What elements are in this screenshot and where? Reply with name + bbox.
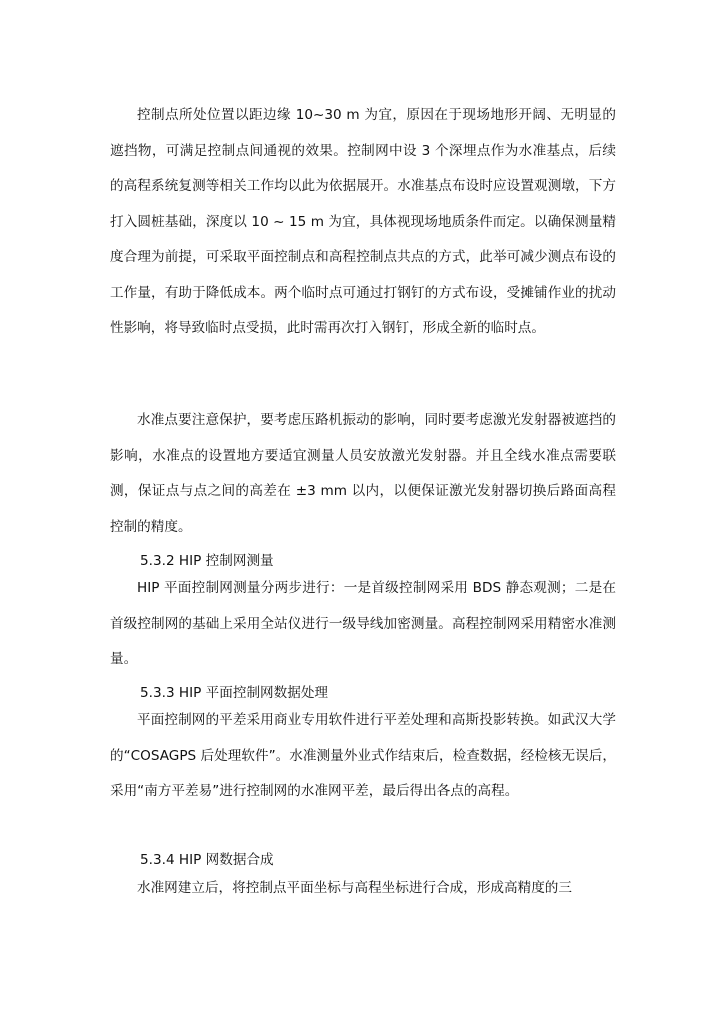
paragraph-benchmark-protection: 水准点要注意保护，要考虑压路机振动的影响，同时要考虑激光发射器被遮挡的影响，水准点的设置地方要适宜测量人员安放激光发射器。并且全线水准点需要联测，保证点与点之间的高差在 ±3 mm 以内，以便保证激光发射器切换后路面高程控制的精度。	[110, 412, 616, 535]
section-heading-5-3-3: 5.3.3 HIP 平面控制网数据处理	[140, 685, 329, 701]
section-heading-5-3-2: 5.3.2 HIP 控制网测量	[140, 553, 274, 569]
paragraph-control-point-placement: 控制点所处位置以距边缘 10~30 m 为宜，原因在于现场地形开阔、无明显的遮挡物，可满足控制点间通视的效果。控制网中设 3 个深埋点作为水准基点，后续的高程系统复测等相关工作均以此为依据展开。水准基点布设时应设置观测墩，下方打入圆桩基础，深度以 10 ~ 15 m 为宜，具体视现场地质条件而定。以确保测量精度合理为前提，可采取平面控制点和高程控制点共点的方式，此举可减少测点布设的工作量，有助于降低成本。两个临时点可通过打钢钉的方式布设，受摊铺作业的扰动性影响，将导致临时点受损，此时需再次打入钢钉，形成全新的临时点。	[110, 107, 616, 336]
paragraph-data-synthesis: 水准网建立后，将控制点平面坐标与高程坐标进行合成，形成高精度的三	[137, 880, 572, 896]
section-heading-5-3-4: 5.3.4 HIP 网数据合成	[140, 852, 274, 868]
paragraph-data-processing: 平面控制网的平差采用商业专用软件进行平差处理和高斯投影转换。如武汉大学的“COSAGPS 后处理软件”。水准测量外业式作结束后，检查数据，经检核无误后，采用“南方平差易”进行控制网的水准网平差，最后得出各点的高程。	[110, 712, 616, 799]
paragraph-control-network-survey: HIP 平面控制网测量分两步进行：一是首级控制网采用 BDS 静态观测；二是在首级控制网的基础上采用全站仪进行一级导线加密测量。高程控制网采用精密水准测量。	[110, 580, 616, 667]
document-page	[110, 0, 616, 1024]
